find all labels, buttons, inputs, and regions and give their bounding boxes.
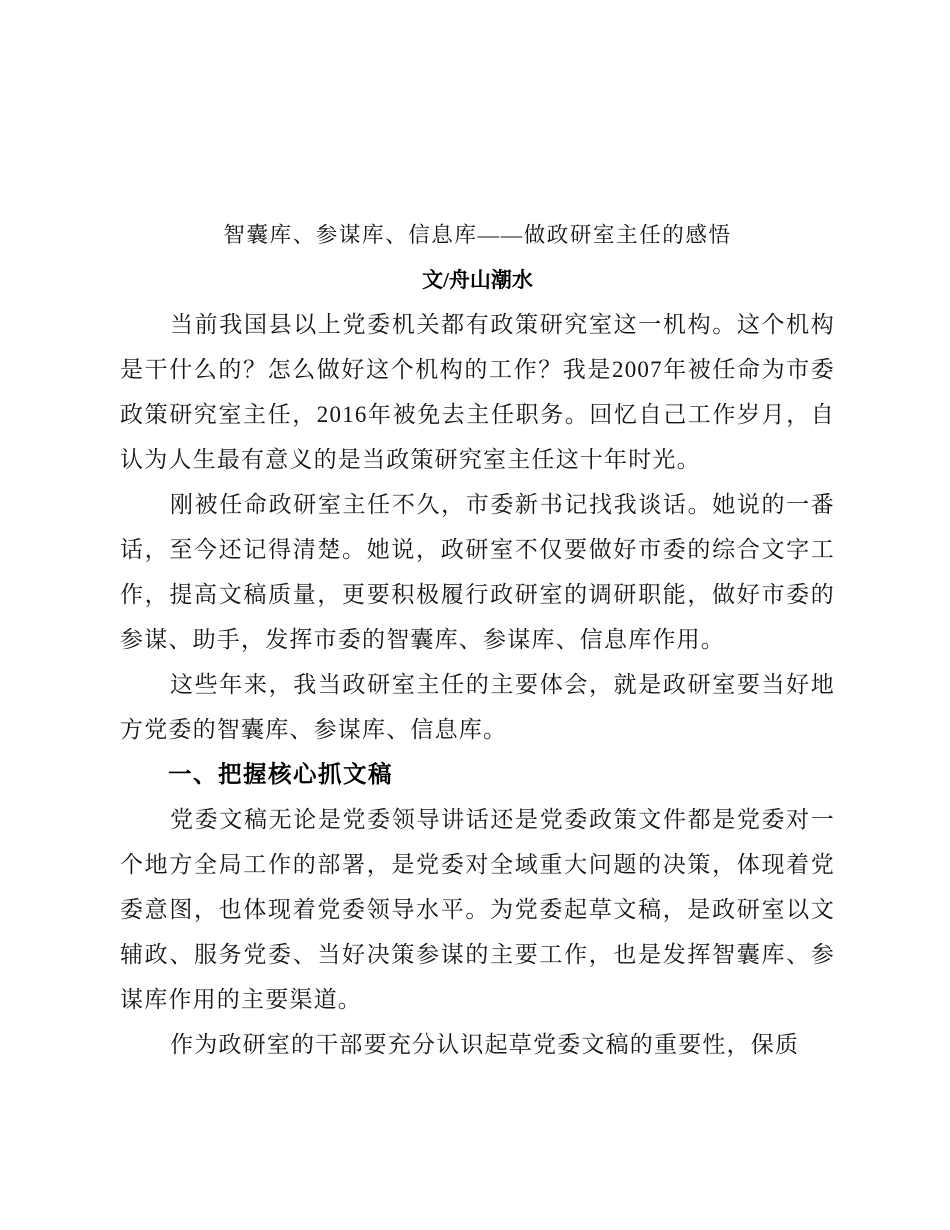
body-paragraph-5: 作为政研室的干部要充分认识起草党委文稿的重要性，保质	[170, 1032, 800, 1057]
body-paragraph-4: 党委文稿无论是党委领导讲话还是党委政策文件都是党委对一个地方全局工作的部署，是党委对全域重大问题的决策，体现着党委意图，也体现着党委领导水平。为党委起草文稿，是政研室以文辅政、服务党委、当好决策参谋的主要工作，也是发挥智囊库、参谋库作用的主要渠道。	[120, 807, 835, 1012]
body-paragraph-3: 这些年来，我当政研室主任的主要体会，就是政研室要当好地方党委的智囊库、参谋库、信息库。	[120, 672, 835, 742]
page-title: 智囊库、参谋库、信息库——做政研室主任的感悟	[223, 223, 732, 247]
author-byline: 文/舟山潮水	[422, 268, 533, 292]
body-paragraph-2: 刚被任命政研室主任不久，市委新书记找我谈话。她说的一番话，至今还记得清楚。她说，政研室不仅要做好市委的综合文字工作，提高文稿质量，更要积极履行政研室的调研职能，做好市委的参谋、助手，发挥市委的智囊库、参谋库、信息库作用。	[120, 492, 835, 652]
section-heading-1: 一、把握核心抓文稿	[168, 761, 393, 787]
body-paragraph-1: 当前我国县以上党委机关都有政策研究室这一机构。这个机构是干什么的？怎么做好这个机构的工作？我是2007年被任命为市委政策研究室主任，2016年被免去主任职务。回忆自己工作岁月，自认为人生最有意义的是当政策研究室主任这十年时光。	[120, 312, 835, 472]
